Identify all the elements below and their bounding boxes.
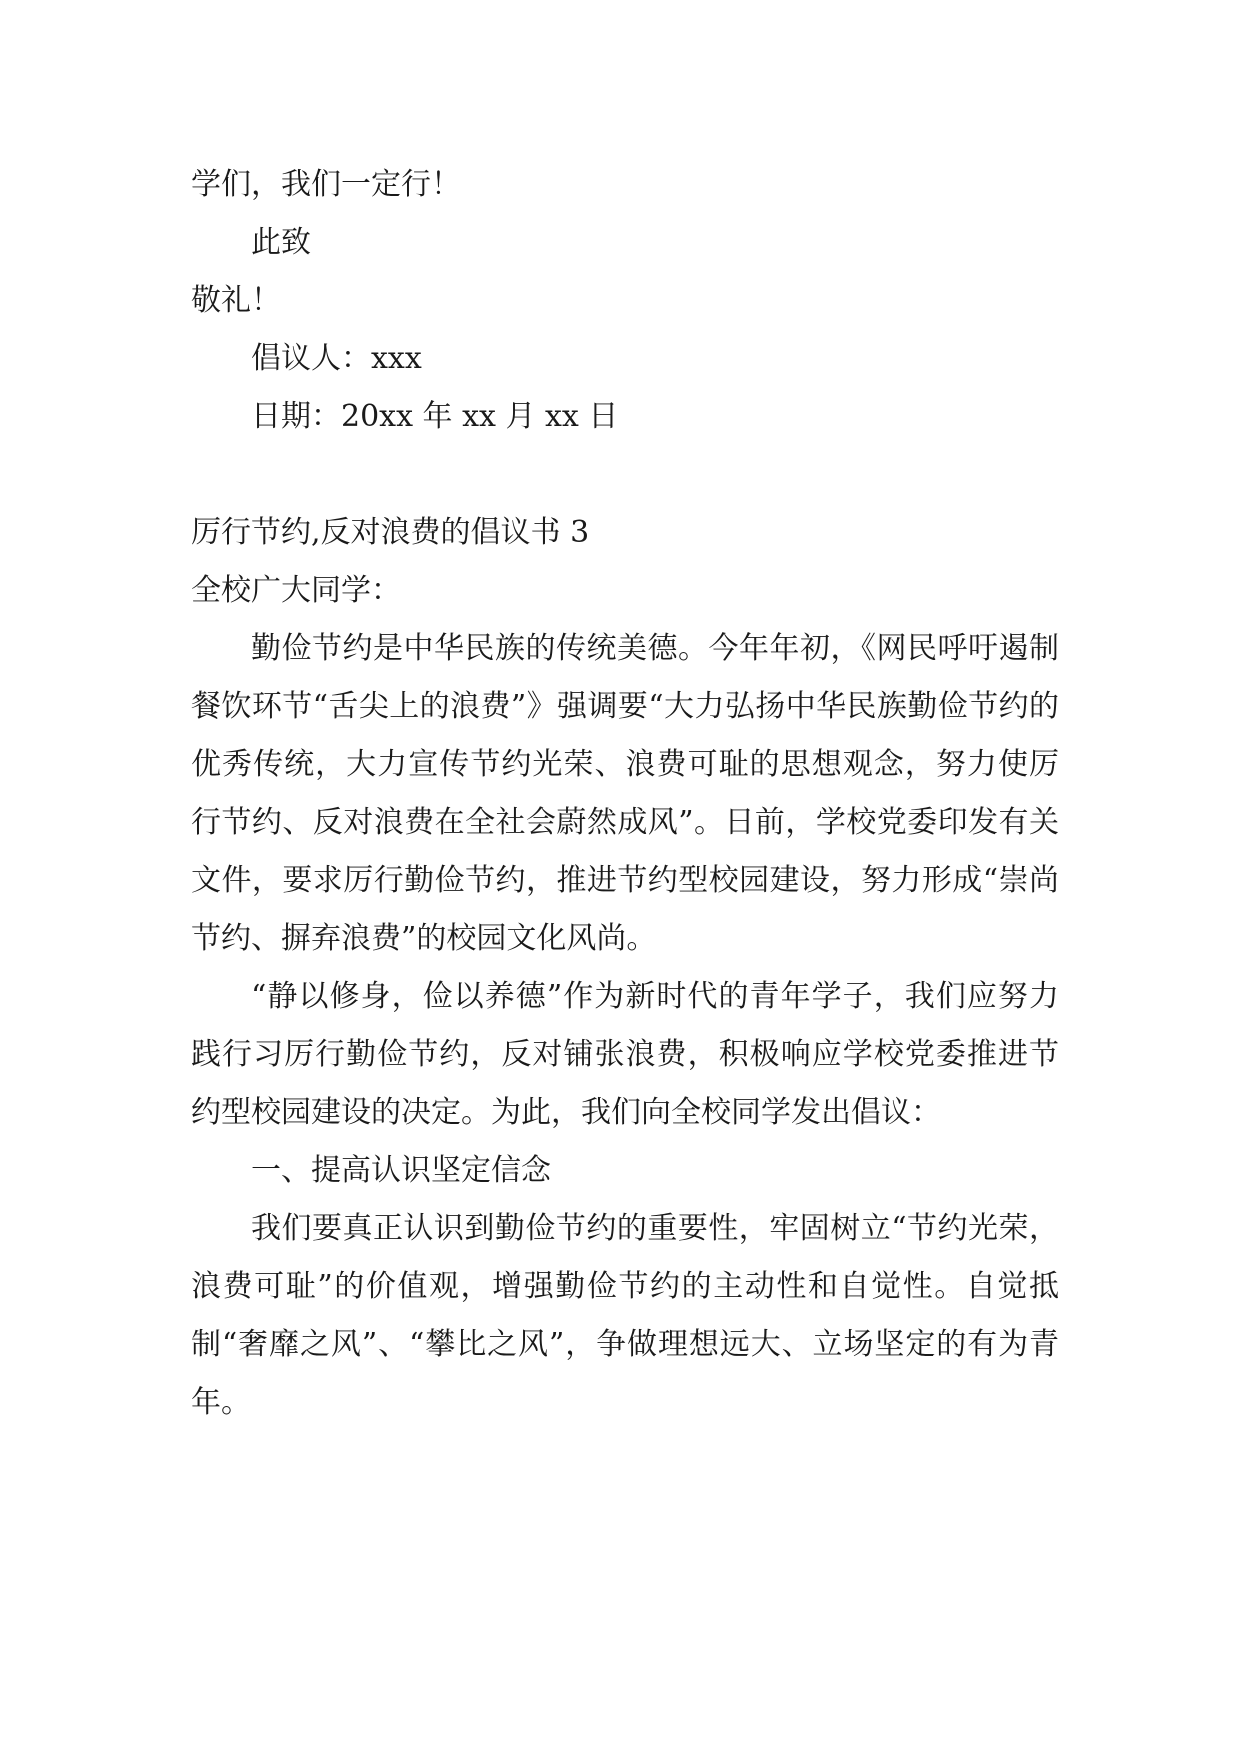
salutation-jing-li: 敬礼！ [191,283,281,318]
paragraph-1: 勤俭节约是中华民族的传统美德。今年年初，《网民呼吁遏制餐饮环节“舌尖上的浪费”》强调要“大力弘扬中华民族勤俭节约的优秀传统，大力宣传节约光荣、浪费可耻的思想观念，努力使厉行节约、反对浪费在全社会蔚然成风”。日前，学校党委印发有关文件，要求厉行勤俭节约，推进节约型校园建设，努力形成“崇尚节约、摒弃浪费”的校园文化风尚。 [191,631,1059,956]
salutation-ci-zhi: 此致 [251,225,311,260]
continuation-line: 学们，我们一定行！ [191,167,461,202]
document-body [191,156,1059,1432]
paragraph-2: “静以修身，俭以养德”作为新时代的青年学子，我们应努力践行习厉行勤俭节约，反对铺张浪费，积极响应学校党委推进节约型校园建设的决定。为此，我们向全校同学发出倡议： [191,979,1059,1130]
greeting-line: 全校广大同学： [191,573,401,608]
paragraph-3: 我们要真正认识到勤俭节约的重要性，牢固树立“节约光荣，浪费可耻”的价值观，增强勤俭节约的主动性和自觉性。自觉抵制“奢靡之风”、“攀比之风”，争做理想远大、立场坚定的有为青年。 [191,1211,1059,1420]
date-line: 日期：20xx 年 xx 月 xx 日 [251,399,619,434]
proposer-line: 倡议人：xxx [251,341,422,376]
heading-1: 一、提高认识坚定信念 [251,1153,551,1188]
section-title: 厉行节约,反对浪费的倡议书 3 [191,515,590,550]
